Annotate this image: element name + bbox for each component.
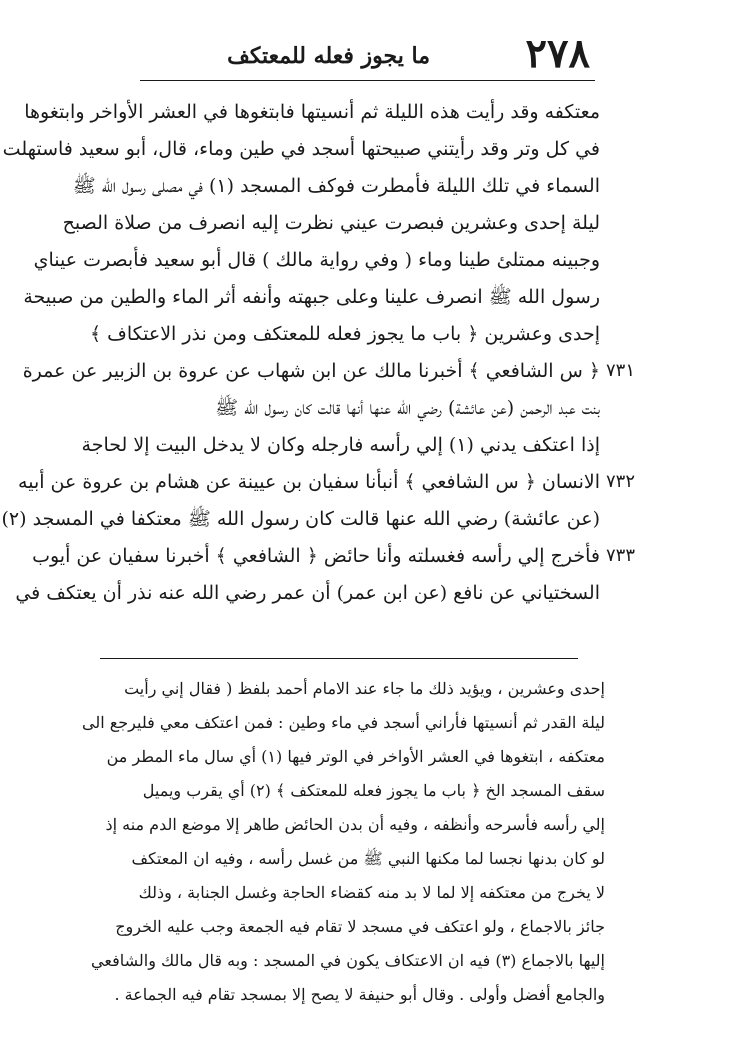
text-line: بنت عبد الرحمن (عن عائشة) رضي الله عنها أنها قالت كان رسول الله ﷺ bbox=[215, 397, 600, 419]
footnote-line: لا يخرج من معتكفه إلا لما لا بد منه كقضاء الحاجة وغسل الجنابة ، وذلك bbox=[138, 883, 605, 902]
text-line: وجبينه ممتلئ طينا وماء ( وفي رواية مالك ) قال أبو سعيد فأبصرت عيناي bbox=[33, 249, 600, 271]
footnote-line: ليلة القدر ثم أنسيتها فأراني أسجد في ماء وطين : فمن اعتكف معي فليرجع الى bbox=[82, 713, 605, 732]
text-line: رسول الله ﷺ انصرف علينا وعلى جبهته وأنفه أثر الماء والطين من صبيحة bbox=[23, 286, 600, 308]
text-line: ليلة إحدى وعشرين فبصرت عيني نظرت إليه انصرف من صلاة الصبح bbox=[62, 212, 600, 234]
text-line: السختياني عن نافع (عن ابن عمر) أن عمر رضي الله عنه نذر أن يعتكف في bbox=[15, 582, 600, 604]
header-rule bbox=[140, 80, 595, 81]
hadith-number: ٧٣٣ bbox=[606, 545, 636, 566]
footnote-line: إليها بالاجماع (٣) فيه ان الاعتكاف يكون في المسجد : وبه قال مالك والشافعي bbox=[91, 951, 605, 970]
chapter-heading-line: إحدى وعشرين ﴿ باب ما يجوز فعله للمعتكف ومن نذر الاعتكاف ﴾ bbox=[89, 323, 600, 345]
hadith-number: ٧٣١ bbox=[606, 360, 636, 381]
footnote-line: سقف المسجد الخ ﴿ باب ما يجوز فعله للمعتكف ﴾ (٢) أي يقرب ويميل bbox=[142, 781, 605, 800]
text-line: في كل وتر وقد رأيتني صبيحتها أسجد في طين وماء، قال، أبو سعيد فاستهلت bbox=[2, 138, 600, 160]
text-line: (عن عائشة) رضي الله عنها قالت كان رسول الله ﷺ معتكفا في المسجد (٢) bbox=[1, 508, 600, 530]
footnote-line: لو كان بدنها نجسا لما مكنها النبي ﷺ من غسل رأسه ، وفيه ان المعتكف bbox=[131, 849, 605, 868]
page-number: ٢٧٨ bbox=[525, 30, 590, 77]
text-line: السماء في تلك الليلة فأمطرت فوكف المسجد (١) في مصلى رسول الله ﷺ bbox=[72, 175, 600, 197]
footnote-line: معتكفه ، ابتغوها في العشر الأواخر في الوتر فيها (١) أي سال ماء المطر من bbox=[106, 747, 605, 766]
numbered-text-line: ٧٣٢ الانسان ﴿ س الشافعي ﴾ أنبأنا سفيان بن عيينة عن هشام بن عروة عن أبيه bbox=[60, 464, 600, 500]
text-line: إذا اعتكف يدني (١) إلي رأسه فارجله وكان لا يدخل البيت إلا لحاجة bbox=[81, 434, 600, 456]
numbered-text-line: ٧٣١ ﴿ س الشافعي ﴾ أخبرنا مالك عن ابن شهاب عن عروة بن الزبير عن عمرة bbox=[60, 353, 600, 389]
footnote-line: إلي رأسه فأسرحه وأنظفه ، وفيه أن بدن الحائض طاهر إلا موضع الدم منه إذ bbox=[105, 815, 605, 834]
footnote-line: إحدى وعشرين ، ويؤيد ذلك ما جاء عند الامام أحمد بلفظ ( فقال إني رأيت bbox=[124, 679, 605, 698]
footnote-separator bbox=[100, 658, 578, 659]
footnote-line: والجامع أفضل وأولى . وقال أبو حنيفة لا يصح إلا بمسجد تقام فيه الجماعة . bbox=[114, 985, 605, 1004]
hadith-number: ٧٣٢ bbox=[606, 471, 636, 492]
running-title: ما يجوز فعله للمعتكف bbox=[227, 43, 430, 69]
footnote-line: جائز بالاجماع ، ولو اعتكف في مسجد لا تقام فيه الجمعة وجب عليه الخروج bbox=[115, 917, 605, 936]
text-line: معتكفه وقد رأيت هذه الليلة ثم أنسيتها فابتغوها في العشر الأواخر وابتغوها bbox=[24, 101, 600, 123]
numbered-text-line: ٧٣٣ فأخرج إلي رأسه فغسلته وأنا حائض ﴿ الشافعي ﴾ أخبرنا سفيان عن أيوب bbox=[60, 538, 600, 574]
page-header bbox=[120, 28, 590, 78]
